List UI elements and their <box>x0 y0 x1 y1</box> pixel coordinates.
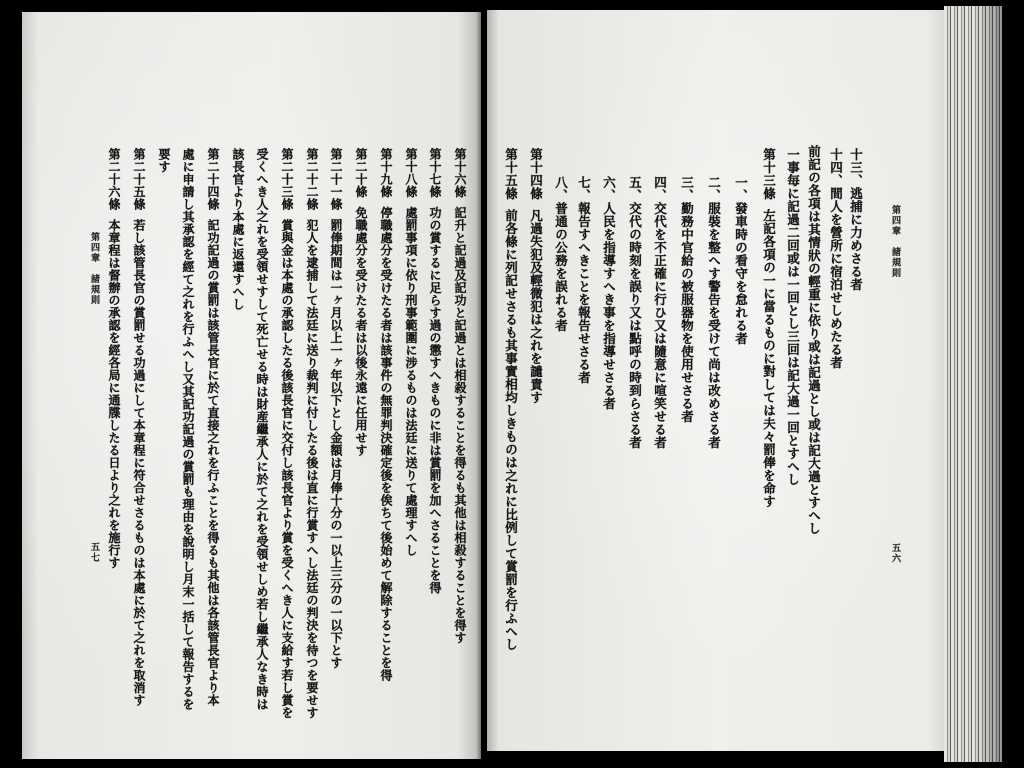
list-item: 八、普通の公務を誤れる者 <box>553 176 569 332</box>
page-number: 五七 <box>89 542 99 563</box>
list-item: 三、勤務中官給の被服器物を使用せさる者 <box>679 176 695 423</box>
article-text: 凡過失犯及輕微犯は之れを譴責す <box>528 208 544 404</box>
list-item: 七、報告すへきことを報告せさる者 <box>576 176 592 384</box>
article-21 <box>330 148 342 669</box>
page-stack-edges <box>944 6 1002 762</box>
article-text: 左記各項の一に當るものに對しては夫々罰俸を命す <box>761 208 777 508</box>
article-label: 第二十三條 <box>280 148 294 211</box>
list-item: 十三、逃捕に力めさる者 <box>848 148 864 291</box>
article-text: 賞與金は本處の承認したる後該長官に交付し該長官より賞を受くへき人に支給す若し賞を <box>280 218 294 719</box>
page-number: 五六 <box>890 543 900 564</box>
article-label: 第二十二條 <box>305 148 319 211</box>
spine-shadow <box>476 10 482 760</box>
article-label: 第十四條 <box>528 148 544 200</box>
article-text: 記升と記過及記功と記過とは相殺することを得るも其他は相殺することを得す <box>453 206 467 644</box>
article-23-continued-line: 該長官より本處に返還すへし <box>231 148 245 311</box>
article-label: 第十三條 <box>761 148 777 200</box>
article-text: 停職處分を受けたる者は該事件の無罪判決確定後を俟ちて後始めて解除することを得 <box>379 206 393 682</box>
list-item: 一、發車時の看守を怠れる者 <box>733 176 749 345</box>
article-text: 前各條に列記せさるも其事實相均しきものは之れに比例して賞罰を行ふへし <box>503 208 519 651</box>
article-23-continued-line: 受くへき人之れを受領せすして死亡せる時は財産繼承人に於て之れを受領せしめ若し繼承人なき時は <box>255 148 269 711</box>
article-text: 犯人を逮捕して法廷に送り裁判に付したる後は直に行賞すへし法廷の判決を待つを要せす <box>305 218 319 719</box>
article-label: 第二十條 <box>354 148 368 198</box>
running-head: 第四章 諸規則 <box>89 232 99 306</box>
article-text: 功の賞するに足らす過の懲すへきものに非は賞罰を加へさることを得 <box>428 206 442 594</box>
article-14 <box>529 148 542 404</box>
list-item: 十四、間人を營所に宿泊せしめたる者 <box>828 148 844 369</box>
article-label: 第十九條 <box>379 148 393 198</box>
article-label: 第二十四條 <box>206 148 220 211</box>
article-24-continued-line: 處に申請し其承認を經て之れを行ふへし又其記功記過の賞罰も理由を說明し月末一括して報告するを <box>181 148 195 711</box>
article-13 <box>762 148 775 508</box>
article-16 <box>454 148 466 644</box>
note-line: 前記の各項は其情狀の輕重に依り或は記過とし或は記大過とすへし <box>806 145 822 535</box>
article-15 <box>504 148 517 651</box>
article-text: 若し該管長官の賞罰せる功過にして本章程に符合せさるものは本處に於て之れを取消す <box>132 218 146 707</box>
article-text: 記功記過の賞罰は該管長官に於て直接之れを行ふことを得るも其他は各該管長官より本 <box>206 218 220 707</box>
article-label: 第二十一條 <box>329 148 343 211</box>
article-text: 本章程は督辦の承認を經各局に通牒したる日より之れを施行す <box>107 218 121 569</box>
article-25 <box>133 148 145 706</box>
list-item: 六、人民を指導すへき事を指導せさる者 <box>601 176 617 410</box>
article-label: 第二十五條 <box>132 148 146 211</box>
article-23 <box>281 148 293 719</box>
article-text: 免職處分を受けたる者は以後永遠に任用せす <box>354 206 368 457</box>
page-left <box>22 12 481 759</box>
article-18 <box>405 148 417 556</box>
article-text: 罰俸期間は一ヶ月以上一ヶ年以下とし金額は月俸十分の一以上三分の一以下とす <box>329 218 343 669</box>
page-right <box>487 10 946 751</box>
article-24 <box>207 148 219 706</box>
article-22 <box>306 148 318 719</box>
running-head: 第四章 諸規則 <box>890 205 900 279</box>
article-label: 第十八條 <box>404 148 418 198</box>
article-20 <box>355 148 367 456</box>
article-26 <box>108 148 120 569</box>
article-label: 第十七條 <box>428 148 442 198</box>
article-24-continued-line: 要す <box>157 148 171 173</box>
article-text: 處罰事項に依り刑事範圍に涉るものは法廷に送りて處理すへし <box>404 206 418 557</box>
note-line: 一事毎に記過二回或は一回とし三回は記大過一回とすへし <box>785 148 801 486</box>
article-label: 第十六條 <box>453 148 467 198</box>
list-item: 五、交代の時刻を誤り又は點呼の時到らさる者 <box>627 176 643 449</box>
article-label: 第二十六條 <box>107 148 121 211</box>
article-19 <box>380 148 392 681</box>
list-item: 二、服裝を整へす警告を受けて尚は改めさる者 <box>706 176 722 449</box>
list-item: 四、交代を不正確に行ひ又は隨意に喧笑せる者 <box>652 176 668 449</box>
article-17 <box>429 148 441 594</box>
article-label: 第十五條 <box>503 148 519 200</box>
